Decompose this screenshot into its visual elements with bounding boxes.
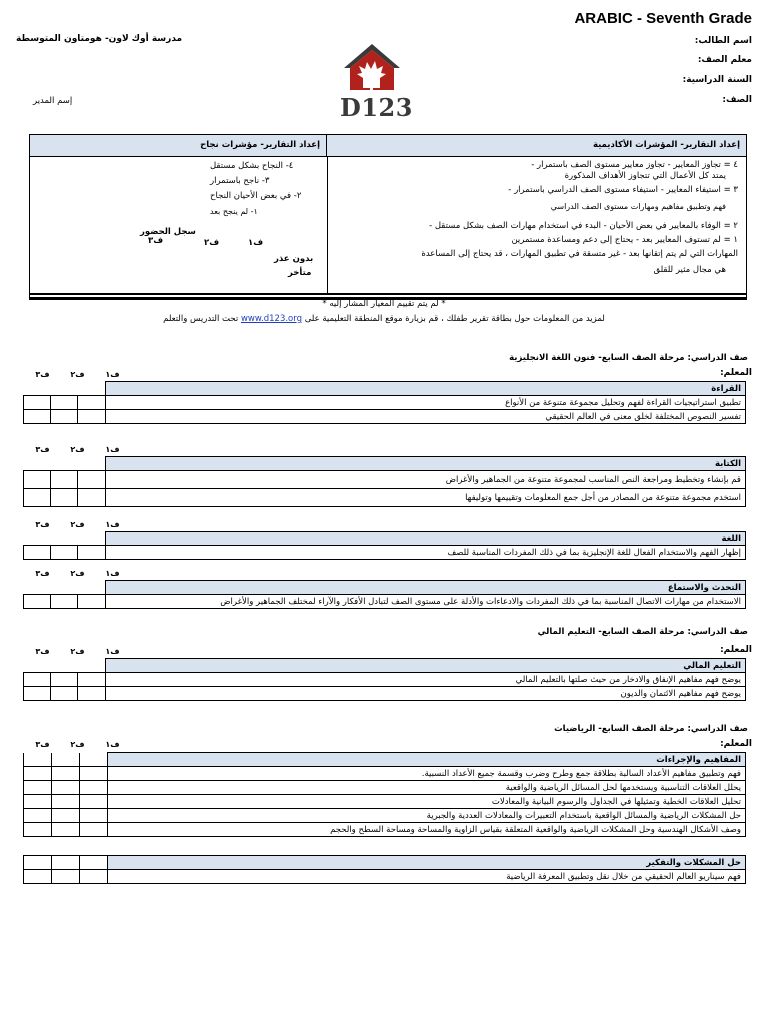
academic-indicator-line: ٤ = تجاوز المعايير - تجاوز معايير مستوى الصف باستمرار - <box>531 160 738 170</box>
table-row <box>24 767 746 781</box>
school-year-label: السنة الدراسية: <box>682 75 752 85</box>
ela-teacher-label: المعلم: <box>720 368 752 378</box>
standard-text: يحلل العلاقات التناسبية ويستخدمها لحل المسائل الرياضية والواقعية <box>108 781 746 795</box>
reading-table <box>23 381 746 424</box>
term-2-label: ف٢ <box>70 647 85 656</box>
standard-text: يوضح فهم مفاهيم الائتمان والديون <box>105 687 746 701</box>
tardy-label: متأخر <box>288 268 312 278</box>
academic-indicator-line: ١ = لم تستوف المعايير بعد - يحتاج إلى دعم ومساعدة مستمرين <box>511 235 738 245</box>
more-info-text: لمزيد من المعلومات حول بطاقة تقرير طفلك ، قم بزيارة موقع المنطقة التعليمية على <box>304 314 605 324</box>
term-2-label: ف٢ <box>70 370 85 379</box>
standard-text: تطبيق استراتيجيات القراءة لفهم وتحليل مجموعة متنوعة من الأنواع <box>105 396 746 410</box>
table-row <box>24 595 746 609</box>
success-indicator-line: ١- لم ينجح بعد <box>210 207 258 216</box>
table-row <box>24 823 746 837</box>
standard-text: إظهار الفهم والاستخدام الفعال للغة الإنجليزية بما في ذلك المفردات المناسبة للصف <box>105 546 746 560</box>
academic-indicator-line: هي مجال مثير للقلق <box>653 265 726 275</box>
standard-text: تحليل العلاقات الخطية وتمثيلها في الجداول والرسوم البيانية والمعادلات <box>108 795 746 809</box>
success-indicator-line: ٣- ناجح باستمرار <box>210 176 270 186</box>
term-3-label: ف٣ <box>35 647 50 656</box>
not-assessed-note: * لم يتم تقييم المعيار المشار إليه * <box>322 299 446 309</box>
academic-indicators-heading: إعداد التقارير- المؤشرات الأكاديمية <box>327 135 746 157</box>
term-1-label: ف١ <box>105 520 120 529</box>
standard-text: وصف الأشكال الهندسية وحل المشكلات الرياضية والواقعية المتعلقة بقياس الزاوية والمساحة ومساحة السطح والحجم <box>108 823 746 837</box>
term-3-label: ف٣ <box>35 370 50 379</box>
grading-key-box <box>29 134 747 300</box>
math-concepts-heading: المفاهيم والإجراءات <box>108 753 746 767</box>
attendance-title: سجل الحضور <box>140 227 196 237</box>
term-2-label: ف٢ <box>70 740 85 749</box>
table-row <box>24 396 746 410</box>
attendance-term-3: ف٣ <box>148 236 164 246</box>
term-3-label: ف٣ <box>35 520 50 529</box>
financial-section-title: صف الدراسي: مرحلة الصف السابع- التعليم المالي <box>537 627 748 637</box>
standard-text: فهم سيناريو العالم الحقيقي من خلال نقل وتطبيق المعرفة الرياضية <box>108 870 746 884</box>
table-row <box>24 410 746 424</box>
attendance-term-1: ف١ <box>248 238 264 248</box>
report-title: ARABIC - Seventh Grade <box>574 10 752 27</box>
financial-teacher-label: المعلم: <box>720 645 752 655</box>
key-divider <box>327 157 328 293</box>
term-1-label: ف١ <box>105 370 120 379</box>
writing-heading: الكتابة <box>105 457 746 471</box>
math-section-title: صف الدراسي: مرحلة الصف السابع- الرياضيات <box>554 724 748 734</box>
table-row <box>24 489 746 507</box>
district-logo-text: D123 <box>340 93 413 122</box>
standard-text: يوضح فهم مفاهيم الإنفاق والادخار من حيث صلتها بالتعليم المالي <box>105 673 746 687</box>
homeroom-teacher-label: معلم الصف: <box>697 55 752 65</box>
term-3-label: ف٣ <box>35 569 50 578</box>
academic-indicator-line: ٣ = استيفاء المعايير - استيفاء مستوى الصف الدراسي باستمرار - <box>508 185 738 195</box>
term-2-label: ف٢ <box>70 569 85 578</box>
absent-label: بدون عذر <box>274 254 314 264</box>
standard-text: قم بإنشاء وتخطيط ومراجعة النص المناسب لمجموعة متنوعة من الجماهير والأغراض <box>105 471 746 489</box>
ela-section-title: صف الدراسي: مرحلة الصف السابع- فنون اللغة الانجليزية <box>509 353 748 363</box>
success-indicators-heading: إعداد التقارير- مؤشرات نجاح <box>30 135 327 157</box>
writing-table <box>23 456 746 507</box>
school-name: مدرسة أوك لاون- هومتاون المتوسطة <box>16 34 183 44</box>
math-concepts-table <box>23 752 746 837</box>
language-table <box>23 531 746 560</box>
student-name-label: اسم الطالب: <box>694 36 752 46</box>
speaking-table <box>23 580 746 609</box>
reading-heading: القراءة <box>105 382 746 396</box>
standard-text: حل المشكلات الرياضية والمسائل الواقعية باستخدام التعبيرات والمعادلات العددية والجبرية <box>108 809 746 823</box>
standard-text: استخدم مجموعة متنوعة من المصادر من أجل جمع المعلومات وتقييمها وتوليفها <box>105 489 746 507</box>
academic-indicator-line: فهم وتطبيق مفاهيم ومهارات مستوى الصف الدراسي <box>550 202 726 211</box>
academic-indicator-line: يمتد كل الأعمال التي تتجاوز الأهداف المذكورة <box>564 171 726 181</box>
speaking-heading: التحدث والاستماع <box>105 581 746 595</box>
language-heading: اللغة <box>105 532 746 546</box>
academic-indicator-line: ٢ = الوفاء بالمعايير في بعض الأحيان - البدء في استخدام مهارات الصف بشكل مستقل - <box>429 221 738 231</box>
problem-solving-heading: حل المشكلات والتفكير <box>108 856 746 870</box>
more-info-suffix: تحت التدريس والتعلم <box>163 314 239 324</box>
financial-table <box>23 658 746 701</box>
table-row <box>24 870 746 884</box>
term-3-label: ف٣ <box>35 740 50 749</box>
term-3-label: ف٣ <box>35 445 50 454</box>
academic-indicator-line: المهارات التي لم يتم إتقانها بعد - غير متسقة في تطبيق المهارات ، قد يحتاج إلى المساعدة <box>421 249 738 259</box>
more-info-note <box>0 314 768 324</box>
table-row <box>24 809 746 823</box>
attendance-term-2: ف٢ <box>204 238 220 248</box>
term-1-label: ف١ <box>105 445 120 454</box>
term-1-label: ف١ <box>105 740 120 749</box>
standard-text: فهم وتطبيق مفاهيم الأعداد السالبة بطلاقة جمع وطرح وضرب وقسمة جميع الأعداد النسبية. <box>108 767 746 781</box>
math-teacher-label: المعلم: <box>720 739 752 749</box>
standard-text: تفسير النصوص المختلفة لخلق معنى في العالم الحقيقي <box>105 410 746 424</box>
term-2-label: ف٢ <box>70 520 85 529</box>
term-2-label: ف٢ <box>70 445 85 454</box>
standard-text: الاستخدام من مهارات الاتصال المناسبة بما في ذلك المفردات والادعاءات والأدلة على مستوى الصف لتبادل الأفكار والآراء لمختلف الجماهير والأغراض <box>105 595 746 609</box>
financial-heading: التعليم المالي <box>105 659 746 673</box>
success-indicator-line: ٢- في بعض الأحيان النجاح <box>210 191 302 201</box>
success-indicator-line: ٤- النجاح بشكل مستقل <box>210 161 294 171</box>
table-row <box>24 795 746 809</box>
table-row <box>24 687 746 701</box>
principal-label: إسم المدير <box>33 96 73 106</box>
grade-label: الصف: <box>722 95 752 105</box>
table-row <box>24 673 746 687</box>
math-problem-solving-table <box>23 855 746 884</box>
term-1-label: ف١ <box>105 569 120 578</box>
district-website-link[interactable]: www.d123.org <box>240 314 302 324</box>
key-rule <box>30 293 746 295</box>
term-1-label: ف١ <box>105 647 120 656</box>
table-row <box>24 471 746 489</box>
table-row <box>24 546 746 560</box>
table-row <box>24 781 746 795</box>
